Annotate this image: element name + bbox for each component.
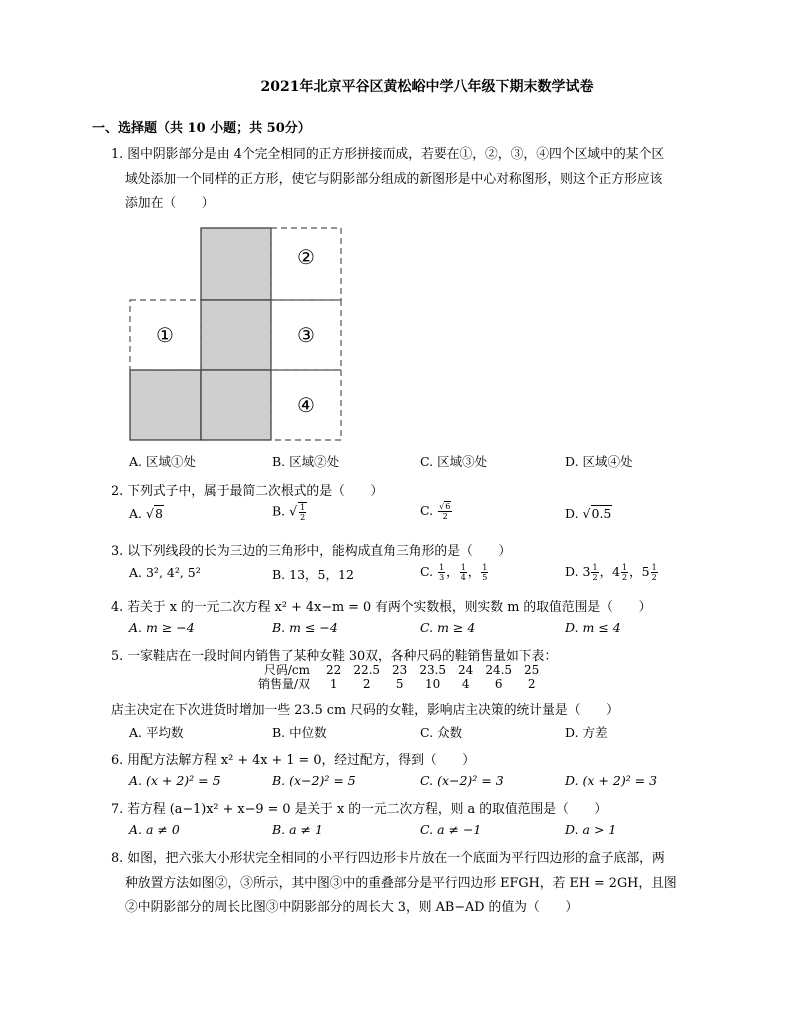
size-cell: 23 — [392, 663, 408, 677]
size-cell: 24.5 — [485, 663, 513, 677]
q8-line-2: 种放置方法如图②，③所示，其中图③中的重叠部分是平行四边形 EFGH，若 EH = 2GH，且图 — [125, 876, 677, 891]
q4-option-a[interactable]: A. m ≥ −4 — [129, 620, 195, 635]
q2-c-fraction — [438, 502, 452, 521]
q4-option-b[interactable]: B. m ≤ −4 — [272, 620, 338, 635]
q2-a-radicand: 8 — [154, 506, 163, 521]
q7-option-c[interactable]: C. a ≠ −1 — [420, 822, 482, 837]
q5-option-b[interactable]: B. 中位数 — [272, 725, 327, 740]
sqrt-sign: √ — [289, 503, 298, 519]
denominator: 2 — [651, 573, 657, 582]
page-title: 2021年北京平谷区黄松峪中学八年级下期末数学试卷 — [260, 79, 594, 95]
q3-d-mixed-numbers: 3 $\frac{1}{2}$ ，4 $\frac{1}{2}$ ，5 $\frac{1}{2}$ — [582, 563, 657, 582]
sales-cell: 5 — [395, 677, 404, 691]
sales-cell: 4 — [461, 677, 470, 691]
numerator: √6 — [439, 502, 451, 511]
region-label-4: ④ — [297, 393, 315, 417]
denominator: 3 — [439, 573, 445, 582]
q3-option-d[interactable] — [565, 562, 659, 582]
size-cell: 22.5 — [353, 663, 381, 677]
q3-option-b[interactable]: B. 13，5，12 — [272, 567, 354, 582]
q6-option-d[interactable]: D. (x + 2)² = 3 — [565, 773, 658, 788]
q1-line-2: 域处添加一个同样的正方形，使它与阴影部分组成的新图形是中心对称图形，则这个正方形应该 — [125, 172, 663, 187]
q2-d-prefix: D. — [565, 506, 583, 521]
denominator: 4 — [460, 573, 466, 582]
q2-b-prefix: B. — [272, 503, 290, 519]
q1-option-b[interactable]: B. 区域②处 — [272, 454, 340, 469]
sales-cell: 1 — [329, 677, 338, 691]
table-row-sizes — [252, 663, 545, 677]
q5-sales-table — [252, 663, 545, 691]
q8-line-1: 8. 如图，把六张大小形状完全相同的小平行四边形卡片放在一个底面为平行四边形的盒子底部，两 — [111, 851, 665, 866]
q1-line-1: 1. 图中阴影部分是由 4个完全相同的正方形拼接而成，若要在①，②，③，④四个区域中的某个区 — [111, 147, 665, 162]
radicand: 6 — [445, 502, 451, 511]
fraction — [651, 563, 658, 582]
fraction — [438, 563, 445, 582]
region-label-2: ② — [297, 245, 315, 269]
denominator: 2 — [622, 573, 628, 582]
sales-cell: 2 — [362, 677, 371, 691]
q7-option-d[interactable]: D. a > 1 — [565, 822, 617, 837]
q4-option-d[interactable]: D. m ≤ 4 — [565, 620, 621, 635]
size-cell: 24 — [458, 663, 474, 677]
denominator: 2 — [300, 513, 306, 522]
numerator: 1 — [460, 563, 466, 572]
whole-part: 5 — [641, 564, 650, 579]
fraction — [621, 563, 628, 582]
q2-a-prefix: A. — [129, 506, 146, 521]
fraction — [460, 563, 467, 582]
whole-part: 3 — [582, 564, 591, 579]
q5-stem: 5. 一家鞋店在一段时间内销售了某种女鞋 30双，各种尺码的鞋销售量如下表： — [111, 649, 558, 664]
fraction — [591, 563, 598, 582]
q1-figure — [128, 225, 344, 443]
denominator: 5 — [482, 573, 488, 582]
whole-part: 4 — [612, 564, 621, 579]
size-cell: 23.5 — [419, 663, 447, 677]
q5-followup: 店主决定在下次进货时增加一些 23.5 cm 尺码的女鞋，影响店主决策的统计量是（ ） — [111, 703, 619, 718]
numerator: 1 — [439, 563, 445, 572]
q7-option-b[interactable]: B. a ≠ 1 — [272, 822, 323, 837]
numerator: 1 — [651, 563, 657, 572]
q2-c-prefix: C. — [420, 503, 438, 518]
sqrt-sign: √ — [582, 506, 591, 521]
numerator: 1 — [622, 563, 628, 572]
q6-option-c[interactable]: C. (x−2)² = 3 — [420, 773, 504, 788]
q5-option-a[interactable]: A. 平均数 — [129, 725, 184, 740]
q2-b-fraction — [298, 502, 307, 522]
q2-stem: 2. 下列式子中，属于最简二次根式的是（ ） — [111, 484, 384, 499]
q3-option-c[interactable] — [420, 562, 489, 582]
q6-option-b[interactable]: B. (x−2)² = 5 — [272, 773, 356, 788]
q1-option-a[interactable]: A. 区域①处 — [129, 454, 196, 469]
region-label-3: ③ — [297, 323, 315, 347]
q3-c-fractions: $\frac{1}{3}$ ， $\frac{1}{4}$ ， $\frac{1}{5}$ — [439, 563, 488, 582]
fraction — [481, 563, 488, 582]
numerator: 1 — [592, 563, 598, 572]
numerator: 1 — [482, 563, 488, 572]
region-label-1: ① — [156, 323, 174, 347]
q4-option-c[interactable]: C. m ≥ 4 — [420, 620, 476, 635]
row-header-sales: 销售量/双 — [258, 677, 311, 691]
denominator: 2 — [442, 512, 448, 521]
q2-option-b[interactable] — [272, 502, 308, 522]
q3-option-a[interactable]: A. 3², 4², 5² — [129, 565, 201, 580]
q6-stem: 6. 用配方法解方程 x² + 4x + 1 = 0，经过配方，得到（ ） — [111, 753, 476, 768]
table-row-sales — [252, 677, 545, 691]
q7-option-a[interactable]: A. a ≠ 0 — [129, 822, 180, 837]
q5-option-c[interactable]: C. 众数 — [420, 725, 463, 740]
size-cell: 25 — [524, 663, 540, 677]
size-cell: 22 — [326, 663, 342, 677]
q3-c-prefix: C. — [420, 564, 438, 579]
q4-stem: 4. 若关于 x 的一元二次方程 x² + 4x−m = 0 有两个实数根，则实数 m 的取值范围是（ ） — [111, 600, 652, 615]
row-header-size: 尺码/cm — [263, 663, 311, 677]
q8-line-3: ②中阴影部分的周长比图③中阴影部分的周长大 3，则 AB−AD 的值为（ ） — [125, 900, 579, 915]
q3-d-prefix: D. — [565, 564, 583, 579]
q6-option-a[interactable]: A. (x + 2)² = 5 — [129, 773, 221, 788]
denominator: 2 — [592, 573, 598, 582]
q1-line-3: 添加在（ ） — [125, 196, 215, 211]
q2-option-d[interactable] — [565, 506, 612, 521]
q3-stem: 3. 以下列线段的长为三边的三角形中，能构成直角三角形的是（ ） — [111, 544, 512, 559]
q1-option-c[interactable]: C. 区域③处 — [420, 454, 488, 469]
q7-stem: 7. 若方程 (a−1)x² + x−9 = 0 是关于 x 的一元二次方程，则 a 的取值范围是（ ） — [111, 802, 608, 817]
numerator: 1 — [300, 503, 306, 512]
section-heading: 一、选择题（共 10 小题；共 50分） — [92, 121, 311, 136]
q1-option-d[interactable]: D. 区域④处 — [565, 454, 633, 469]
sqrt-sign: √ — [145, 506, 154, 521]
q2-option-a[interactable] — [129, 506, 164, 521]
sales-cell: 6 — [494, 677, 503, 691]
sales-cell: 2 — [527, 677, 536, 691]
q5-option-d[interactable]: D. 方差 — [565, 725, 608, 740]
sales-cell: 10 — [425, 677, 441, 691]
q2-option-c[interactable] — [420, 502, 453, 521]
q2-d-radicand: 0.5 — [591, 506, 612, 521]
